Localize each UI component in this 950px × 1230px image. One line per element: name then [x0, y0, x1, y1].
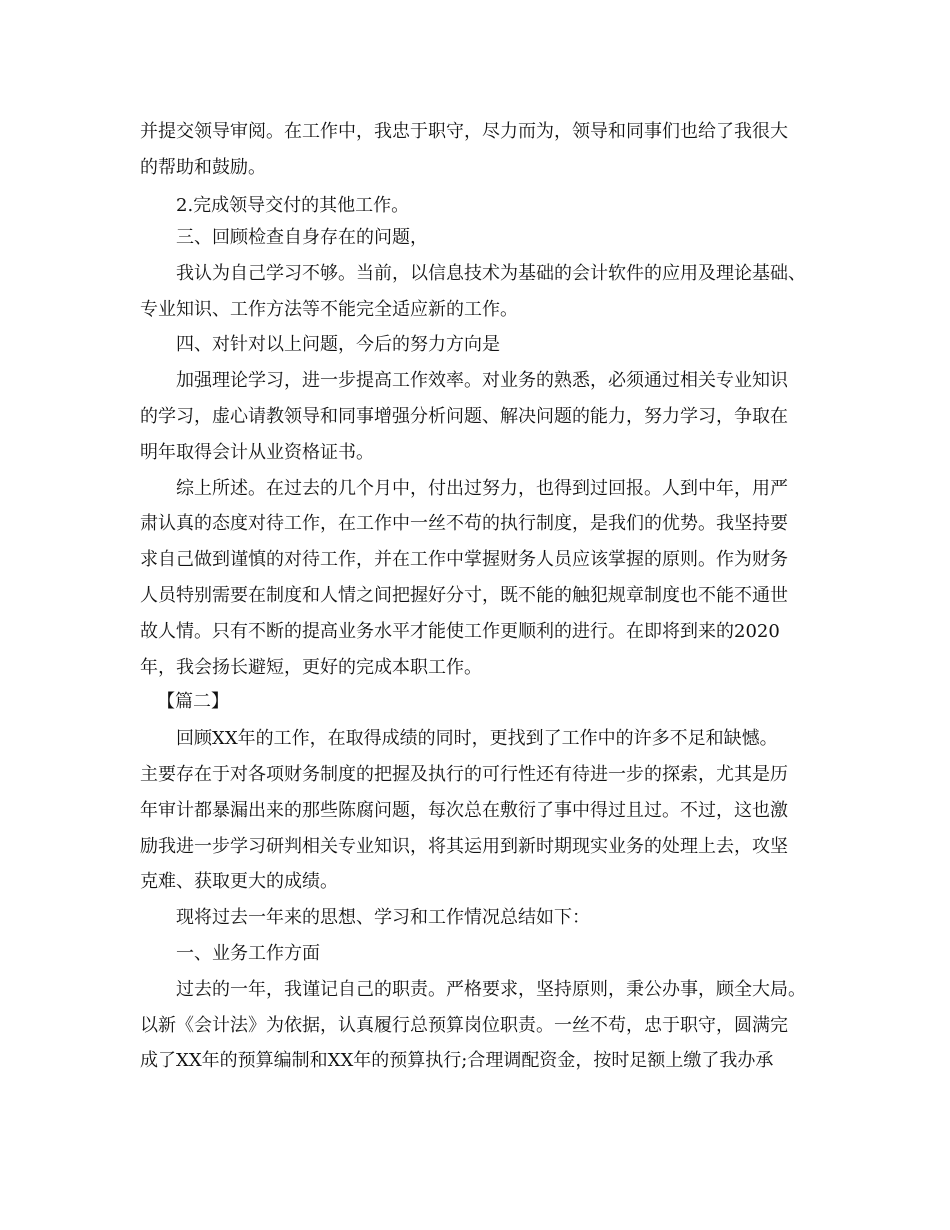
text-line: 的帮助和鼓励。 — [140, 157, 266, 178]
text-line: 年，我会扬长避短，更好的完成本职工作。 — [140, 657, 482, 678]
text-line: 过去的一年，我谨记自己的职责。严格要求，坚持原则，秉公办事，顾全大局。 — [176, 979, 806, 1000]
text-line: 三、回顾检查自身存在的问题， — [176, 227, 428, 248]
text-line: 2.完成领导交付的其他工作。 — [176, 195, 410, 216]
text-line: 成了XX年的预算编制和XX年的预算执行;合理调配资金，按时足额上缴了我办承 — [140, 1050, 774, 1071]
text-line: 明年取得会计从业资格证书。 — [140, 442, 374, 463]
text-line: 的学习，虚心请教领导和同事增强分析问题、解决问题的能力，努力学习，争取在 — [140, 406, 788, 427]
text-line: 回顾XX年的工作，在取得成绩的同时，更找到了工作中的许多不足和缺憾。 — [176, 728, 778, 749]
text-line: 肃认真的态度对待工作，在工作中一丝不苟的执行制度，是我们的优势。我坚持要 — [140, 513, 788, 534]
text-line: 主要存在于对各项财务制度的把握及执行的可行性还有待进一步的探索，尤其是历 — [140, 764, 788, 785]
text-line: 加强理论学习，进一步提高工作效率。对业务的熟悉，必须通过相关专业知识 — [176, 370, 788, 391]
text-line: 以新《会计法》为依据，认真履行总预算岗位职责。一丝不苟，忠于职守，圆满完 — [140, 1015, 788, 1036]
section-heading: 【篇二】 — [157, 691, 229, 712]
text-line: 综上所述。在过去的几个月中，付出过努力，也得到过回报。人到中年，用严 — [176, 478, 788, 499]
text-line: 我认为自己学习不够。当前，以信息技术为基础的会计软件的应用及理论基础、 — [176, 263, 806, 284]
text-line: 现将过去一年来的思想、学习和工作情况总结如下： — [176, 907, 590, 928]
text-line: 一、业务工作方面 — [176, 943, 320, 964]
text-line: 人员特别需要在制度和人情之间把握好分寸，既不能的触犯规章制度也不能不通世 — [140, 585, 788, 606]
text-line: 专业知识、工作方法等不能完全适应新的工作。 — [140, 299, 518, 320]
text-line: 克难、获取更大的成绩。 — [140, 871, 338, 892]
text-line: 求自己做到谨慎的对待工作，并在工作中掌握财务人员应该掌握的原则。作为财务 — [140, 549, 788, 570]
text-line: 并提交领导审阅。在工作中，我忠于职守，尽力而为，领导和同事们也给了我很大 — [140, 121, 788, 142]
text-line: 励我进一步学习研判相关专业知识，将其运用到新时期现实业务的处理上去，攻坚 — [140, 836, 788, 857]
text-line: 故人情。只有不断的提高业务水平才能使工作更顺利的进行。在即将到来的2020 — [140, 621, 780, 642]
text-line: 四、对针对以上问题，今后的努力方向是 — [176, 334, 500, 355]
text-line: 年审计都暴漏出来的那些陈腐问题，每次总在敷衍了事中得过且过。不过，这也激 — [140, 800, 788, 821]
